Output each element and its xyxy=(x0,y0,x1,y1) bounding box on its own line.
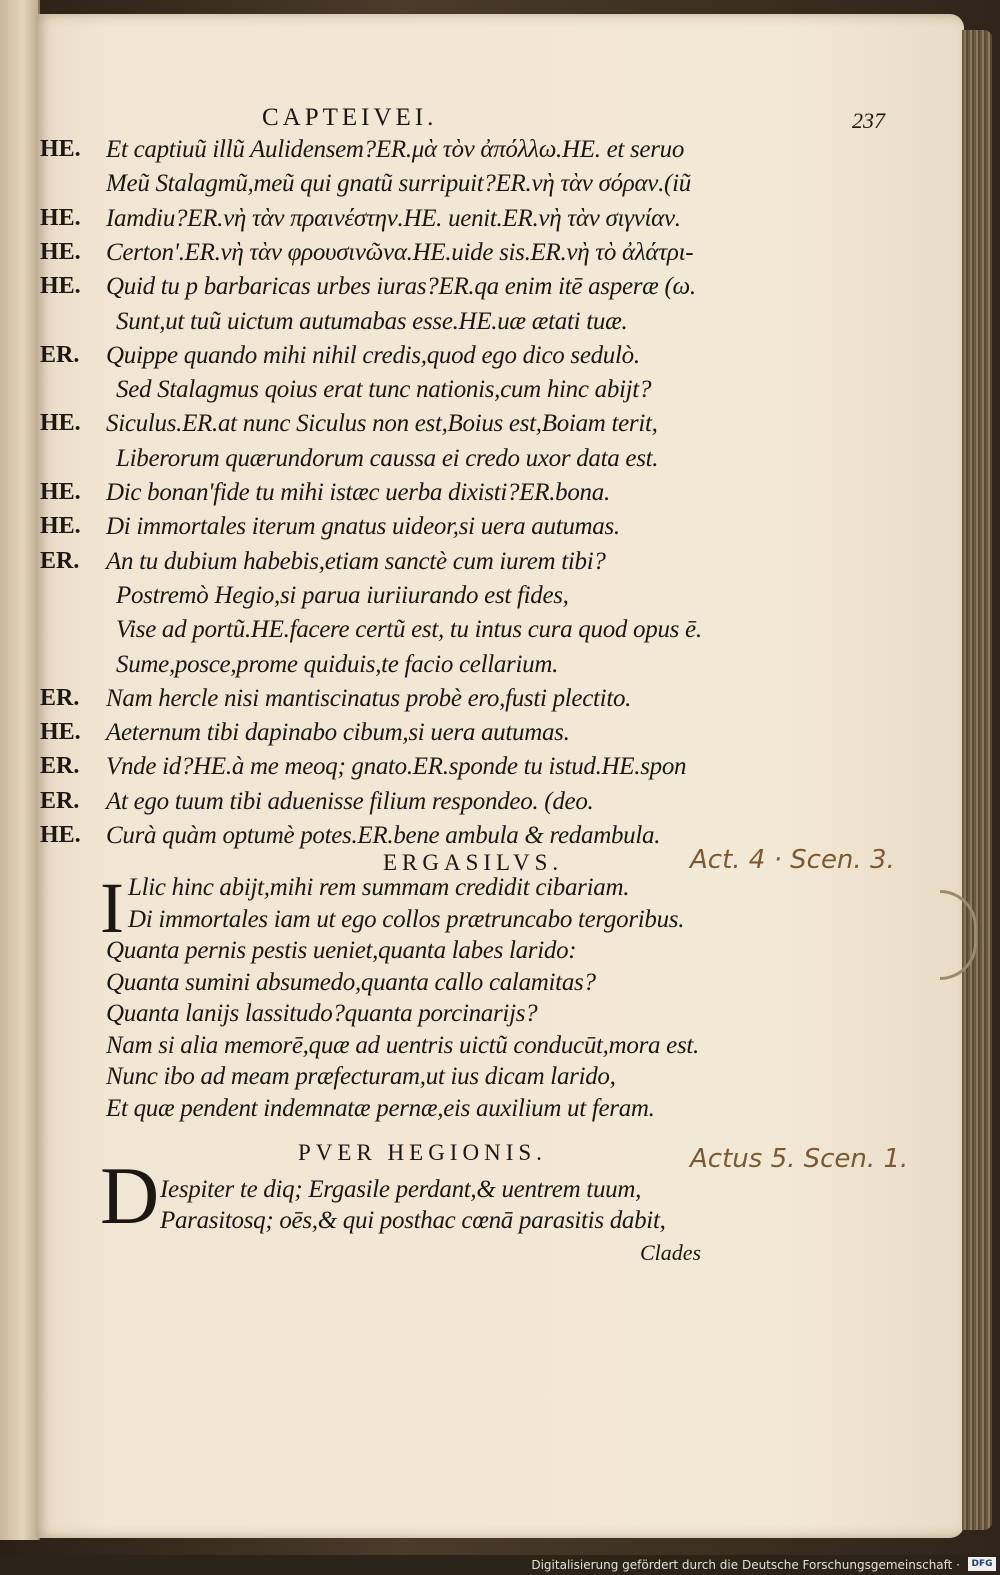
speaker-label: HE. xyxy=(40,238,81,265)
verse-line: Meũ Stalagmũ,meũ qui gnatũ surripuit?ER.νὴ τὰν σόραν.(iũ xyxy=(106,170,691,198)
dfg-logo: DFG xyxy=(968,1557,996,1571)
speaker-label: HE. xyxy=(40,822,81,848)
scene2-line: Iespiter te diq; Ergasile perdant,& uentrem tuum, xyxy=(160,1176,642,1203)
verse-line: Certon'.ER.νὴ τὰν φρουσινῶνα.HE.uide sis.ER.νὴ τὸ ἀλάτρι- xyxy=(106,238,694,266)
footer-bar xyxy=(0,1555,1000,1575)
verse-line: Dic bonan'fide tu mihi istæc uerba dixisti?ER.bona. xyxy=(106,479,610,506)
verse-line: Sume,posce,prome quiduis,te facio cellarium. xyxy=(116,650,559,678)
speaker-label: HE. xyxy=(40,204,81,231)
verse-line: Liberorum quærundorum caussa ei credo uxor data est. xyxy=(116,444,659,472)
verse-line: Et captiuũ illũ Aulidensem?ER.μὰ τὸν ἀπόλλω.HE. et seruo xyxy=(106,136,685,163)
speaker-label: ER. xyxy=(40,547,80,574)
verse-line: Vise ad portũ.HE.facere certũ est, tu intus cura quod opus ē. xyxy=(116,616,702,644)
verse-line: Iamdiu?ER.νὴ τὰν πραινέστην.HE. uenit.ER.νὴ τὰν σιγνίαν. xyxy=(106,204,681,232)
verse-line: Aeternum tibi dapinabo cibum,si uera autumas. xyxy=(106,719,570,747)
speaker-label: HE. xyxy=(40,479,81,505)
verse-line: Curà quàm optumè potes.ER.bene ambula & redambula. xyxy=(106,822,661,849)
speaker-label: ER. xyxy=(40,341,80,368)
initial-letter-d: D xyxy=(100,1150,160,1241)
scene2-line: Parasitosq; oēs,& qui posthac cœnā parasitis dabit, xyxy=(160,1207,666,1234)
margin-note-act4: Act. 4 · Scen. 3. xyxy=(690,845,895,875)
scene1-line: Et quæ pendent indemnatæ pernæ,eis auxilium ut feram. xyxy=(106,1094,655,1122)
verse-line: Vnde id?HE.à me meoq; gnato.ER.sponde tu istud.HE.spon xyxy=(106,753,687,781)
verse-line: At ego tuum tibi aduenisse filium respondeo. (deo. xyxy=(106,787,594,815)
footer-credit: Digitalisierung gefördert durch die Deutsche Forschungsgemeinschaft · xyxy=(531,1558,960,1572)
scene1-line: Quanta pernis pestis ueniet,quanta labes larido: xyxy=(106,937,577,964)
speaker-label: ER. xyxy=(40,753,80,780)
speaker-label: ER. xyxy=(40,787,80,814)
running-header: CAPTEIVEI. xyxy=(262,104,438,131)
verse-line: Sed Stalagmus qoius erat tunc nationis,cum hinc abijt? xyxy=(116,376,652,404)
catchword: Clades xyxy=(640,1240,702,1265)
scene-heading-puer: PVER HEGIONIS. xyxy=(298,1140,547,1165)
verse-line: Sunt,ut tuũ uictum autumabas esse.HE.uæ ætati tuæ. xyxy=(116,307,628,335)
scene1-line: Quanta sumini absumedo,quanta callo calamitas? xyxy=(106,968,596,996)
verse-line: Di immortales iterum gnatus uideor,si uera autumas. xyxy=(106,513,620,541)
speaker-label: HE. xyxy=(40,273,81,300)
verse-line: An tu dubium habebis,etiam sanctè cum iurem tibi? xyxy=(106,547,606,575)
page-number: 237 xyxy=(852,108,885,133)
page-fore-edge xyxy=(962,30,992,1530)
scene-heading-ergasilus: ERGASILVS. xyxy=(383,850,564,875)
speaker-label: ER. xyxy=(40,684,80,711)
verse-line: Quid tu p barbaricas urbes iuras?ER.qa enim itē asperæ (ω. xyxy=(106,273,696,301)
verse-line: Quippe quando mihi nihil credis,quod ego dico sedulò. xyxy=(106,341,640,369)
scene1-line: Llic hinc abijt,mihi rem summam credidit cibariam. xyxy=(128,874,630,901)
scene1-line: Nam si alia memorē,quæ ad uentris uictũ conducūt,mora est. xyxy=(106,1031,699,1059)
scene1-line: Quanta lanijs lassitudo?quanta porcinarijs? xyxy=(106,1000,538,1027)
verse-line: Siculus.ER.at nunc Siculus non est,Boius est,Boiam terit, xyxy=(106,410,658,438)
speaker-label: HE. xyxy=(40,719,81,746)
scene1-line: Nunc ibo ad meam præfecturam,ut ius dicam larido, xyxy=(106,1063,616,1090)
scene1-line: Di immortales iam ut ego collos prætruncabo tergoribus. xyxy=(128,905,685,933)
speaker-label: HE. xyxy=(40,136,81,162)
speaker-label: HE. xyxy=(40,513,81,540)
margin-note-act5: Actus 5. Scen. 1. xyxy=(690,1144,909,1174)
verse-line: Postremò Hegio,si parua iuriiurando est fides, xyxy=(116,581,569,609)
initial-letter-i: I xyxy=(100,868,124,948)
facing-page-edge xyxy=(0,0,40,1540)
verse-line: Nam hercle nisi mantiscinatus probè ero,fusti plectito. xyxy=(106,684,632,712)
speaker-label: HE. xyxy=(40,410,81,437)
